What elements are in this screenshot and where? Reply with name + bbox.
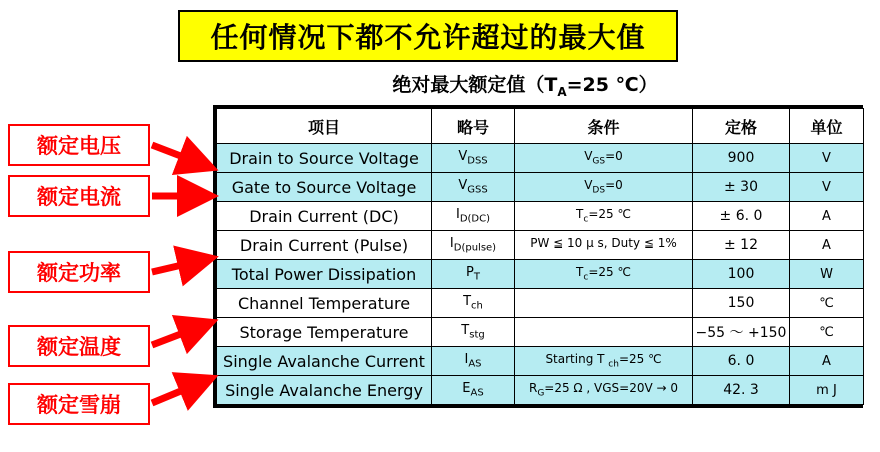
condition-rest: =25 ℃ (618, 352, 662, 367)
symbol-base: I (455, 207, 460, 223)
cell-rating: 6. 0 (693, 347, 790, 376)
column-header-unit: 单位 (790, 109, 864, 144)
symbol-base: I (449, 236, 454, 252)
table-row (217, 347, 864, 376)
condition-base: T (576, 207, 584, 222)
cell-item: Single Avalanche Current (217, 347, 432, 376)
cell-condition (515, 376, 693, 405)
condition-rest: =0 (605, 178, 623, 193)
symbol-base: V (458, 149, 468, 165)
cell-rating: ± 6. 0 (693, 202, 790, 231)
symbol-subscript: ch (471, 300, 483, 312)
arrow-rated-power (152, 258, 212, 272)
page-title: 任何情况下都不允许超过的最大值 (178, 10, 678, 62)
condition-base: PW ≦ 10 μ s, Duty ≦ 1% (530, 236, 677, 251)
cell-unit: ℃ (790, 289, 864, 318)
table-row (217, 376, 864, 405)
symbol-subscript: AS (468, 358, 482, 370)
condition-base: V (584, 178, 593, 193)
cell-rating: 900 (693, 144, 790, 173)
table-row (217, 231, 864, 260)
column-header-item: 项目 (217, 109, 432, 144)
subtitle-text-after: =25 ℃） (566, 74, 658, 96)
subtitle-subscript: A (557, 84, 567, 99)
symbol-subscript: GSS (467, 184, 488, 196)
symbol-subscript: T (473, 271, 480, 283)
cell-unit: A (790, 347, 864, 376)
column-header-rating: 定格 (693, 109, 790, 144)
condition-subscript: GS (592, 156, 606, 167)
symbol-subscript: D(pulse) (453, 242, 497, 254)
table-row (217, 202, 864, 231)
cell-unit: m J (790, 376, 864, 405)
cell-rating: 42. 3 (693, 376, 790, 405)
table-row (217, 144, 864, 173)
condition-base: R (528, 381, 538, 396)
cell-item: Storage Temperature (217, 318, 432, 347)
arrow-rated-temperature (152, 322, 212, 345)
column-header-symbol: 略号 (432, 109, 515, 144)
symbol-base: V (458, 178, 468, 194)
cell-condition (515, 318, 693, 347)
cell-symbol (432, 376, 515, 405)
arrow-rated-avalanche (152, 378, 212, 403)
cell-symbol (432, 289, 515, 318)
cell-unit: W (790, 260, 864, 289)
cell-rating: 100 (693, 260, 790, 289)
symbol-base: I (464, 352, 469, 368)
spec-table (216, 108, 864, 405)
cell-condition (515, 144, 693, 173)
cell-condition (515, 260, 693, 289)
cell-condition (515, 289, 693, 318)
table-subtitle (300, 70, 750, 99)
cell-unit: ℃ (790, 318, 864, 347)
condition-base: Starting T (545, 352, 609, 367)
table-header-row (217, 109, 864, 144)
condition-subscript: c (583, 272, 589, 283)
symbol-subscript: D(DC) (459, 213, 491, 225)
cell-item: Drain Current (DC) (217, 202, 432, 231)
absolute-maximum-ratings-table (213, 105, 863, 408)
symbol-base: P (466, 265, 474, 281)
condition-base: T (576, 265, 584, 280)
callout-rated-current: 额定电流 (8, 175, 150, 217)
column-header-condition: 条件 (515, 109, 693, 144)
callout-rated-temperature: 额定温度 (8, 325, 150, 367)
condition-subscript: c (583, 214, 589, 225)
condition-base: V (584, 149, 593, 164)
condition-rest: =25 ℃ (588, 207, 631, 222)
symbol-base: T (463, 294, 472, 310)
callout-rated-avalanche: 额定雪崩 (8, 383, 150, 425)
callout-rated-power: 额定功率 (8, 251, 150, 293)
cell-unit: A (790, 231, 864, 260)
cell-item: Total Power Dissipation (217, 260, 432, 289)
cell-condition (515, 202, 693, 231)
cell-symbol (432, 347, 515, 376)
subtitle-text-before: 绝对最大额定值（T (392, 74, 558, 96)
cell-symbol (432, 144, 515, 173)
table-row (217, 318, 864, 347)
cell-unit: V (790, 144, 864, 173)
table-row (217, 260, 864, 289)
cell-item: Channel Temperature (217, 289, 432, 318)
cell-item: Drain Current (Pulse) (217, 231, 432, 260)
table-row (217, 173, 864, 202)
cell-rating: −55 ～ +150 (693, 318, 790, 347)
symbol-base: E (462, 381, 471, 397)
table-body (217, 144, 864, 405)
cell-symbol (432, 260, 515, 289)
condition-subscript: DS (592, 185, 606, 196)
cell-item: Gate to Source Voltage (217, 173, 432, 202)
callout-rated-voltage: 额定电压 (8, 124, 150, 166)
cell-symbol (432, 202, 515, 231)
cell-symbol (432, 173, 515, 202)
condition-rest: =25 ℃ (588, 265, 631, 280)
cell-rating: 150 (693, 289, 790, 318)
symbol-base: T (461, 323, 470, 339)
cell-item: Drain to Source Voltage (217, 144, 432, 173)
symbol-subscript: DSS (467, 155, 488, 167)
cell-symbol (432, 318, 515, 347)
condition-subscript: G (537, 388, 545, 399)
cell-rating: ± 12 (693, 231, 790, 260)
cell-unit: A (790, 202, 864, 231)
condition-rest: =25 Ω , VGS=20V → 0 (544, 381, 679, 396)
arrow-rated-voltage (152, 145, 212, 168)
cell-symbol (432, 231, 515, 260)
table-row (217, 289, 864, 318)
condition-rest: =0 (605, 149, 623, 164)
cell-condition (515, 231, 693, 260)
condition-subscript: ch (608, 359, 619, 370)
cell-condition (515, 173, 693, 202)
symbol-subscript: stg (469, 329, 485, 341)
cell-unit: V (790, 173, 864, 202)
cell-item: Single Avalanche Energy (217, 376, 432, 405)
cell-rating: ± 30 (693, 173, 790, 202)
cell-condition (515, 347, 693, 376)
symbol-subscript: AS (470, 387, 484, 399)
